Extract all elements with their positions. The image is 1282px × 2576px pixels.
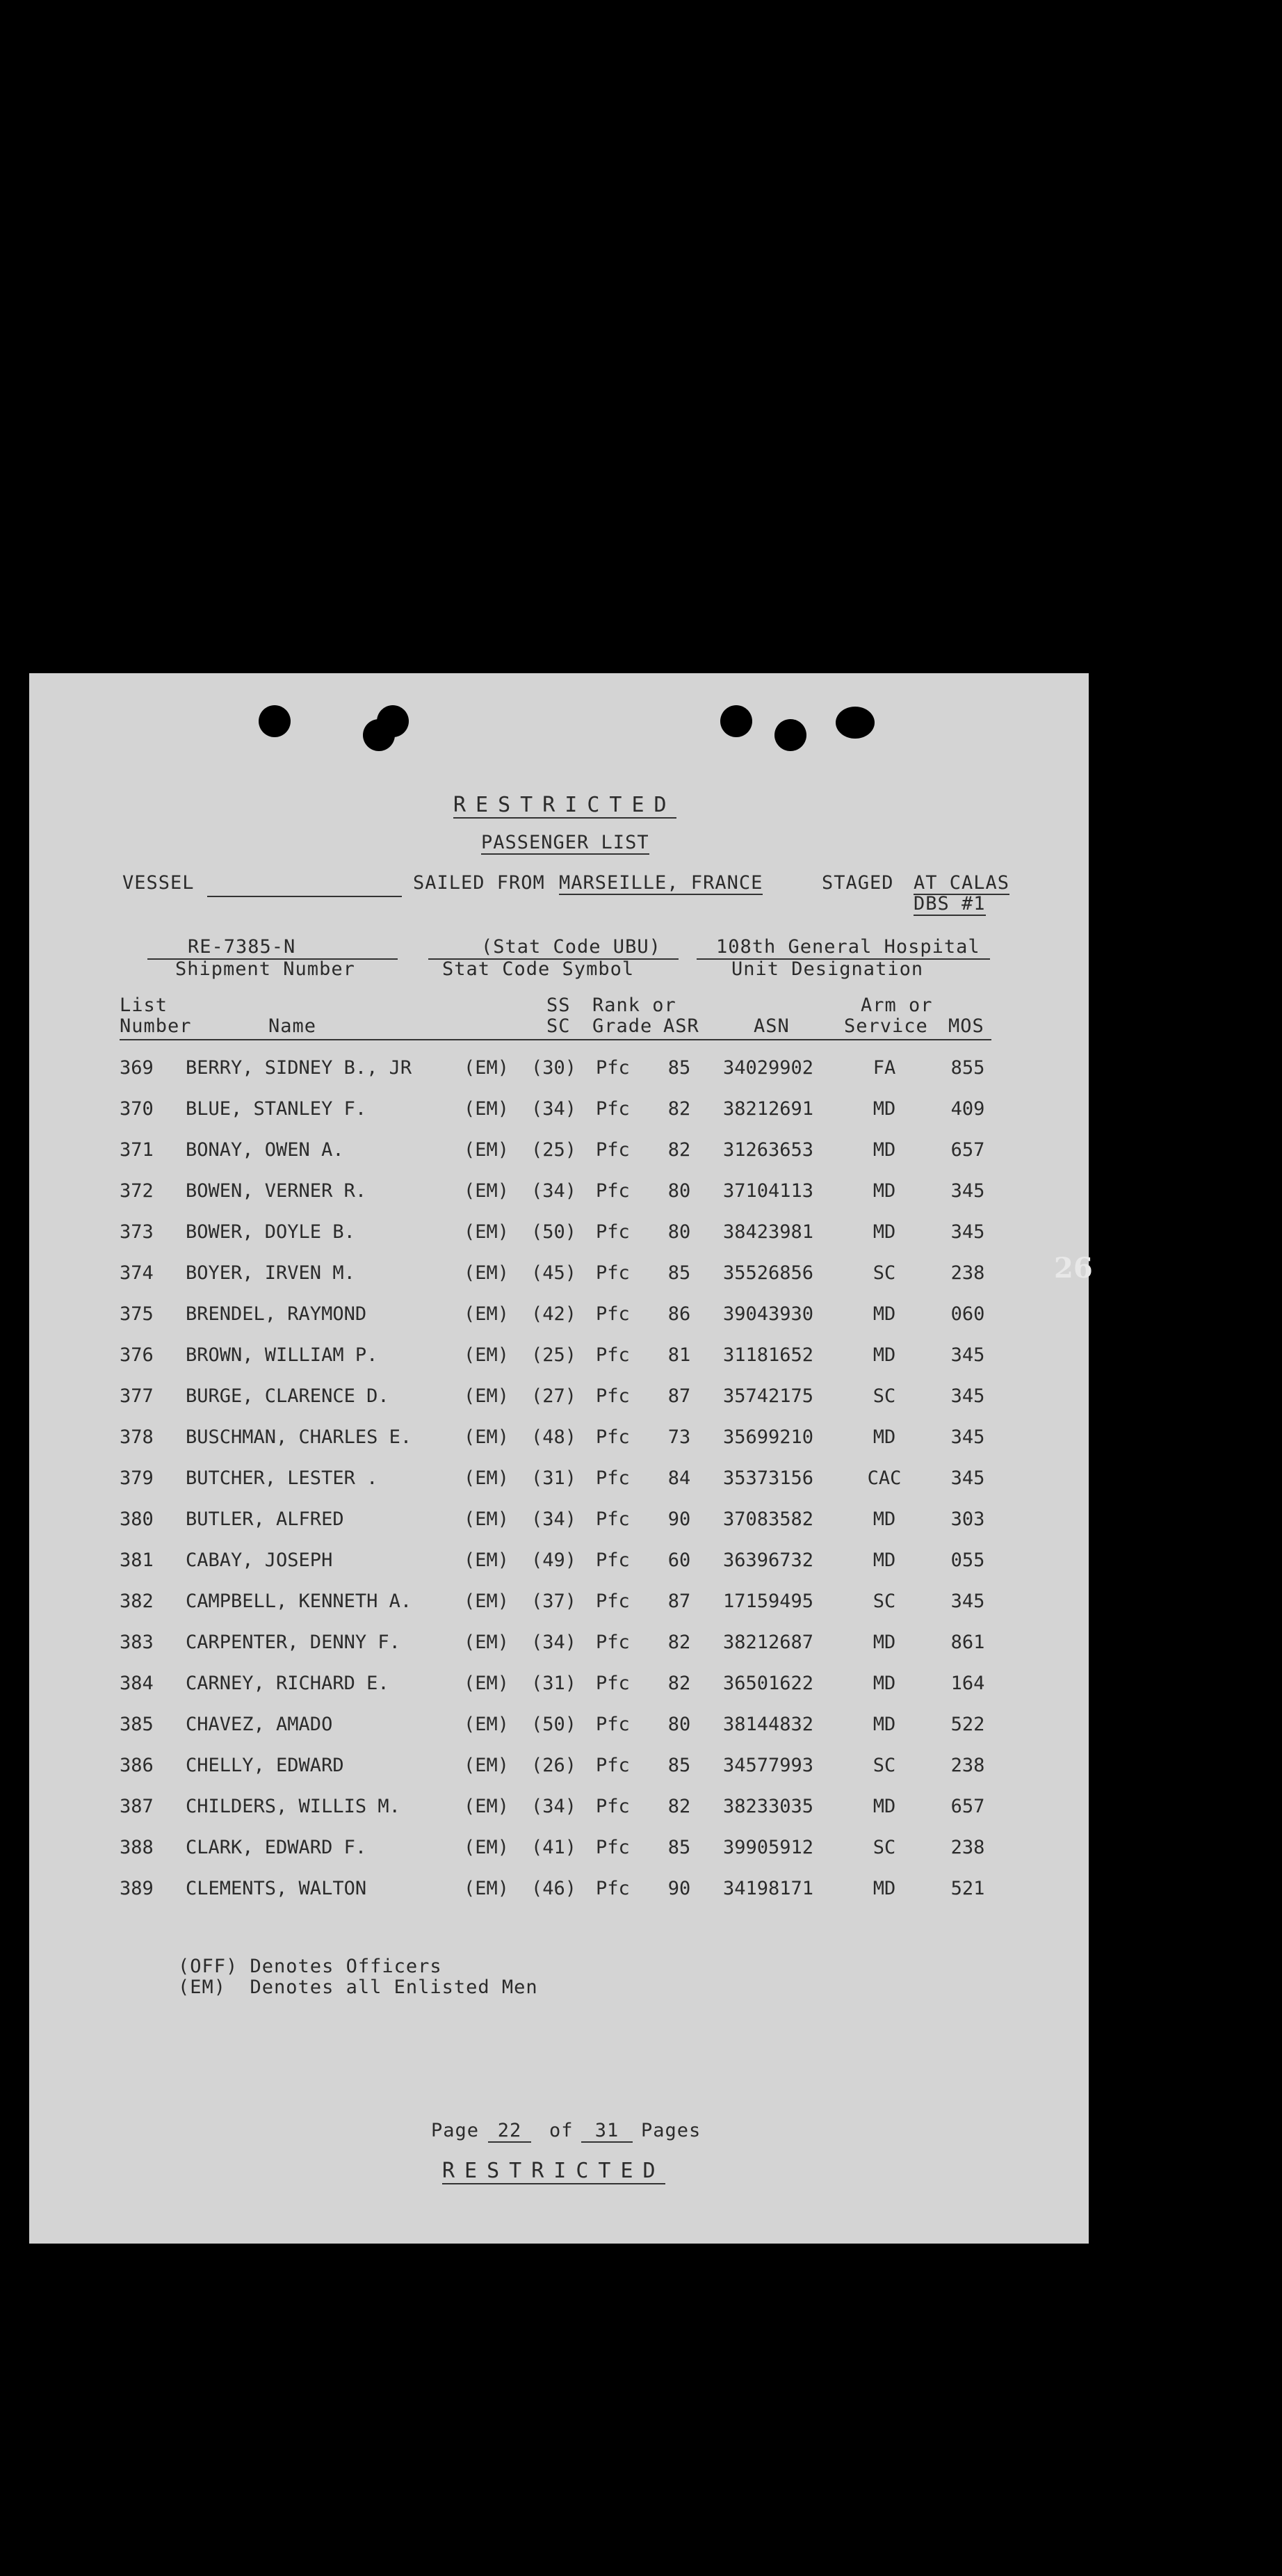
cell-ssc: (31)	[531, 1467, 577, 1489]
cell-num: 380	[120, 1508, 154, 1530]
cell-type: (EM)	[464, 1221, 510, 1243]
cell-ssc: (46)	[531, 1878, 577, 1899]
cell-name: BONAY, OWEN A.	[186, 1139, 344, 1161]
cell-rank: Pfc	[596, 1385, 630, 1407]
sailed-value: MARSEILLE, FRANCE	[559, 872, 763, 894]
staged-value: AT CALAS	[914, 872, 1010, 894]
cell-asr: 82	[667, 1796, 691, 1817]
cell-asn: 36396732	[723, 1549, 814, 1571]
cell-num: 389	[120, 1878, 154, 1899]
cell-asr: 90	[667, 1508, 691, 1530]
cell-num: 385	[120, 1714, 154, 1735]
of-label: of	[549, 2120, 574, 2141]
col-header-service: Service	[844, 1015, 928, 1037]
cell-mos: 861	[950, 1632, 985, 1653]
cell-asr: 85	[667, 1755, 691, 1776]
cell-name: CAMPBELL, KENNETH A.	[186, 1591, 412, 1612]
cell-arm: SC	[873, 1385, 896, 1407]
table-row	[29, 1467, 1089, 1495]
shipment-label: Shipment Number	[175, 958, 355, 980]
cell-type: (EM)	[464, 1508, 510, 1530]
table-row	[29, 1139, 1089, 1167]
cell-rank: Pfc	[596, 1591, 630, 1612]
cell-type: (EM)	[464, 1549, 510, 1571]
cell-num: 387	[120, 1796, 154, 1817]
cell-rank: Pfc	[596, 1549, 630, 1571]
table-row	[29, 1385, 1089, 1413]
cell-type: (EM)	[464, 1714, 510, 1735]
cell-mos: 238	[950, 1837, 985, 1858]
col-header-asn: ASN	[754, 1015, 790, 1037]
cell-mos: 345	[950, 1344, 985, 1366]
cell-type: (EM)	[464, 1796, 510, 1817]
cell-asr: 82	[667, 1632, 691, 1653]
cell-mos: 345	[950, 1180, 985, 1202]
side-page-mark: 26	[1054, 1252, 1093, 1285]
cell-rank: Pfc	[596, 1673, 630, 1694]
cell-name: BOWEN, VERNER R.	[186, 1180, 367, 1202]
sailed-label: SAILED FROM	[413, 872, 545, 894]
cell-asn: 34029902	[723, 1057, 814, 1079]
legend-enlisted: (EM) Denotes all Enlisted Men	[178, 1977, 538, 1998]
cell-num: 384	[120, 1673, 154, 1694]
cell-type: (EM)	[464, 1303, 510, 1325]
cell-arm: MD	[873, 1139, 896, 1161]
cell-asn: 35742175	[723, 1385, 814, 1407]
cell-ssc: (50)	[531, 1221, 577, 1243]
cell-arm: MD	[873, 1549, 896, 1571]
cell-type: (EM)	[464, 1139, 510, 1161]
cell-type: (EM)	[464, 1632, 510, 1653]
cell-asr: 82	[667, 1673, 691, 1694]
cell-asr: 81	[667, 1344, 691, 1366]
unit-designation: 108th General Hospital	[716, 936, 980, 958]
cell-arm: MD	[873, 1632, 896, 1653]
cell-mos: 657	[950, 1139, 985, 1161]
table-row	[29, 1303, 1089, 1331]
table-row	[29, 1673, 1089, 1700]
cell-mos: 345	[950, 1426, 985, 1448]
cell-name: CLARK, EDWARD F.	[186, 1837, 367, 1858]
col-header-arm: Arm or	[861, 995, 933, 1016]
cell-rank: Pfc	[596, 1262, 630, 1284]
cell-asn: 38233035	[723, 1796, 814, 1817]
cell-num: 388	[120, 1837, 154, 1858]
cell-asn: 39905912	[723, 1837, 814, 1858]
cell-ssc: (50)	[531, 1714, 577, 1735]
cell-rank: Pfc	[596, 1221, 630, 1243]
cell-name: BOYER, IRVEN M.	[186, 1262, 355, 1284]
footer-title: RESTRICTED	[442, 2159, 665, 2183]
page-label: Page	[431, 2120, 480, 2141]
cell-mos: 657	[950, 1796, 985, 1817]
cell-mos: 055	[950, 1549, 985, 1571]
cell-asn: 38212687	[723, 1632, 814, 1653]
cell-arm: FA	[873, 1057, 896, 1079]
cell-rank: Pfc	[596, 1057, 630, 1079]
cell-arm: MD	[873, 1796, 896, 1817]
table-row	[29, 1714, 1089, 1741]
cell-asr: 85	[667, 1057, 691, 1079]
cell-name: BRENDEL, RAYMOND	[186, 1303, 367, 1325]
document-page	[29, 673, 1089, 2244]
cell-arm: MD	[873, 1344, 896, 1366]
table-row	[29, 1426, 1089, 1454]
vessel-label: VESSEL	[122, 872, 195, 894]
cell-rank: Pfc	[596, 1878, 630, 1899]
cell-mos: 345	[950, 1221, 985, 1243]
punch-hole-6	[836, 707, 875, 739]
cell-type: (EM)	[464, 1837, 510, 1858]
cell-mos: 855	[950, 1057, 985, 1079]
punch-hole-3	[377, 705, 409, 737]
cell-name: CARPENTER, DENNY F.	[186, 1632, 400, 1653]
cell-asn: 35526856	[723, 1262, 814, 1284]
cell-arm: MD	[873, 1221, 896, 1243]
cell-name: BUTCHER, LESTER .	[186, 1467, 378, 1489]
cell-name: CHELLY, EDWARD	[186, 1755, 344, 1776]
cell-num: 373	[120, 1221, 154, 1243]
staged-value-line2: DBS #1	[914, 893, 986, 915]
cell-arm: MD	[873, 1714, 896, 1735]
cell-rank: Pfc	[596, 1632, 630, 1653]
col-header-grade: Grade	[592, 1015, 653, 1037]
cell-asn: 36501622	[723, 1673, 814, 1694]
cell-name: CHAVEZ, AMADO	[186, 1714, 333, 1735]
col-header-sc: SC	[546, 1015, 571, 1037]
cell-type: (EM)	[464, 1262, 510, 1284]
cell-arm: MD	[873, 1878, 896, 1899]
cell-asn: 35373156	[723, 1467, 814, 1489]
cell-mos: 409	[950, 1098, 985, 1120]
cell-type: (EM)	[464, 1426, 510, 1448]
cell-ssc: (30)	[531, 1057, 577, 1079]
table-row	[29, 1878, 1089, 1906]
cell-num: 375	[120, 1303, 154, 1325]
col-header-list: List	[120, 995, 168, 1016]
legend-officers: (OFF) Denotes Officers	[178, 1956, 442, 1977]
cell-num: 370	[120, 1098, 154, 1120]
cell-asr: 85	[667, 1837, 691, 1858]
cell-name: CABAY, JOSEPH	[186, 1549, 333, 1571]
cell-rank: Pfc	[596, 1344, 630, 1366]
unit-label: Unit Designation	[731, 958, 924, 980]
cell-type: (EM)	[464, 1591, 510, 1612]
cell-rank: Pfc	[596, 1837, 630, 1858]
cell-rank: Pfc	[596, 1139, 630, 1161]
cell-asr: 80	[667, 1221, 691, 1243]
stat-code: (Stat Code UBU)	[481, 936, 661, 958]
cell-name: BURGE, CLARENCE D.	[186, 1385, 389, 1407]
col-header-ss: SS	[546, 995, 571, 1016]
cell-ssc: (26)	[531, 1755, 577, 1776]
cell-num: 386	[120, 1755, 154, 1776]
cell-asr: 82	[667, 1139, 691, 1161]
cell-num: 376	[120, 1344, 154, 1366]
cell-name: CLEMENTS, WALTON	[186, 1878, 367, 1899]
total-pages: 31	[581, 2120, 633, 2143]
col-header-asr: ASR	[663, 1015, 699, 1037]
cell-ssc: (27)	[531, 1385, 577, 1407]
cell-name: CHILDERS, WILLIS M.	[186, 1796, 400, 1817]
cell-num: 379	[120, 1467, 154, 1489]
cell-ssc: (31)	[531, 1673, 577, 1694]
cell-type: (EM)	[464, 1673, 510, 1694]
cell-asn: 34577993	[723, 1755, 814, 1776]
table-row	[29, 1098, 1089, 1126]
cell-asn: 37104113	[723, 1180, 814, 1202]
shipment-number: RE-7385-N	[188, 936, 296, 958]
cell-name: BOWER, DOYLE B.	[186, 1221, 355, 1243]
table-row	[29, 1057, 1089, 1085]
cell-ssc: (34)	[531, 1632, 577, 1653]
cell-rank: Pfc	[596, 1714, 630, 1735]
cell-asn: 34198171	[723, 1878, 814, 1899]
table-row	[29, 1344, 1089, 1372]
cell-num: 371	[120, 1139, 154, 1161]
cell-asr: 84	[667, 1467, 691, 1489]
cell-ssc: (45)	[531, 1262, 577, 1284]
cell-mos: 345	[950, 1467, 985, 1489]
cell-name: BUTLER, ALFRED	[186, 1508, 344, 1530]
cell-asn: 39043930	[723, 1303, 814, 1325]
col-header-rank: Rank or	[592, 995, 676, 1016]
cell-rank: Pfc	[596, 1303, 630, 1325]
cell-arm: MD	[873, 1303, 896, 1325]
cell-arm: MD	[873, 1508, 896, 1530]
cell-arm: CAC	[867, 1467, 902, 1489]
cell-rank: Pfc	[596, 1426, 630, 1448]
cell-ssc: (25)	[531, 1344, 577, 1366]
cell-asn: 35699210	[723, 1426, 814, 1448]
document-subtitle: PASSENGER LIST	[481, 832, 649, 853]
cell-asn: 38144832	[723, 1714, 814, 1735]
cell-type: (EM)	[464, 1467, 510, 1489]
cell-asr: 73	[667, 1426, 691, 1448]
cell-ssc: (25)	[531, 1139, 577, 1161]
cell-asr: 82	[667, 1098, 691, 1120]
cell-rank: Pfc	[596, 1098, 630, 1120]
table-row	[29, 1632, 1089, 1659]
cell-rank: Pfc	[596, 1467, 630, 1489]
cell-asn: 38423981	[723, 1221, 814, 1243]
stat-code-label: Stat Code Symbol	[442, 958, 635, 980]
cell-asr: 60	[667, 1549, 691, 1571]
cell-ssc: (37)	[531, 1591, 577, 1612]
col-header-mos: MOS	[948, 1015, 984, 1037]
cell-ssc: (34)	[531, 1508, 577, 1530]
cell-asr: 86	[667, 1303, 691, 1325]
table-row	[29, 1262, 1089, 1290]
cell-ssc: (34)	[531, 1796, 577, 1817]
punch-hole-4	[720, 705, 752, 737]
cell-num: 369	[120, 1057, 154, 1079]
cell-arm: MD	[873, 1426, 896, 1448]
table-row	[29, 1755, 1089, 1782]
cell-ssc: (34)	[531, 1180, 577, 1202]
page-number: 22	[488, 2120, 531, 2143]
cell-name: BUSCHMAN, CHARLES E.	[186, 1426, 412, 1448]
cell-num: 381	[120, 1549, 154, 1571]
table-row	[29, 1221, 1089, 1249]
cell-name: BERRY, SIDNEY B., JR	[186, 1057, 412, 1079]
cell-arm: SC	[873, 1262, 896, 1284]
col-header-number: Number	[120, 1015, 192, 1037]
table-row	[29, 1591, 1089, 1618]
punch-hole-1	[259, 705, 291, 737]
cell-mos: 238	[950, 1262, 985, 1284]
cell-type: (EM)	[464, 1057, 510, 1079]
cell-asr: 90	[667, 1878, 691, 1899]
cell-mos: 522	[950, 1714, 985, 1735]
cell-num: 374	[120, 1262, 154, 1284]
cell-arm: SC	[873, 1755, 896, 1776]
cell-arm: SC	[873, 1837, 896, 1858]
cell-mos: 345	[950, 1385, 985, 1407]
cell-rank: Pfc	[596, 1796, 630, 1817]
cell-rank: Pfc	[596, 1755, 630, 1776]
cell-asn: 17159495	[723, 1591, 814, 1612]
cell-asn: 31181652	[723, 1344, 814, 1366]
cell-asr: 87	[667, 1385, 691, 1407]
cell-name: BROWN, WILLIAM P.	[186, 1344, 378, 1366]
cell-rank: Pfc	[596, 1508, 630, 1530]
cell-rank: Pfc	[596, 1180, 630, 1202]
punch-hole-5	[774, 719, 806, 751]
cell-num: 372	[120, 1180, 154, 1202]
cell-asn: 38212691	[723, 1098, 814, 1120]
cell-type: (EM)	[464, 1755, 510, 1776]
cell-arm: MD	[873, 1098, 896, 1120]
cell-mos: 238	[950, 1755, 985, 1776]
cell-arm: MD	[873, 1180, 896, 1202]
cell-asn: 31263653	[723, 1139, 814, 1161]
cell-type: (EM)	[464, 1344, 510, 1366]
cell-asr: 87	[667, 1591, 691, 1612]
cell-num: 378	[120, 1426, 154, 1448]
cell-num: 377	[120, 1385, 154, 1407]
vessel-blank-line	[207, 896, 402, 897]
table-row	[29, 1508, 1089, 1536]
cell-mos: 345	[950, 1591, 985, 1612]
table-row	[29, 1837, 1089, 1865]
cell-type: (EM)	[464, 1385, 510, 1407]
pages-label: Pages	[641, 2120, 701, 2141]
cell-type: (EM)	[464, 1180, 510, 1202]
cell-ssc: (41)	[531, 1837, 577, 1858]
cell-ssc: (48)	[531, 1426, 577, 1448]
cell-type: (EM)	[464, 1878, 510, 1899]
cell-num: 382	[120, 1591, 154, 1612]
table-row	[29, 1180, 1089, 1208]
cell-asr: 80	[667, 1180, 691, 1202]
cell-arm: MD	[873, 1673, 896, 1694]
cell-asr: 80	[667, 1714, 691, 1735]
cell-ssc: (42)	[531, 1303, 577, 1325]
cell-type: (EM)	[464, 1098, 510, 1120]
cell-mos: 060	[950, 1303, 985, 1325]
cell-asn: 37083582	[723, 1508, 814, 1530]
cell-mos: 164	[950, 1673, 985, 1694]
staged-label: STAGED	[822, 872, 894, 894]
cell-num: 383	[120, 1632, 154, 1653]
col-header-name: Name	[268, 1015, 317, 1037]
cell-arm: SC	[873, 1591, 896, 1612]
table-row	[29, 1549, 1089, 1577]
cell-name: BLUE, STANLEY F.	[186, 1098, 367, 1120]
cell-mos: 303	[950, 1508, 985, 1530]
cell-mos: 521	[950, 1878, 985, 1899]
header-rule	[120, 1039, 991, 1040]
cell-ssc: (34)	[531, 1098, 577, 1120]
cell-ssc: (49)	[531, 1549, 577, 1571]
cell-name: CARNEY, RICHARD E.	[186, 1673, 389, 1694]
document-title: RESTRICTED	[453, 793, 676, 817]
cell-asr: 85	[667, 1262, 691, 1284]
table-row	[29, 1796, 1089, 1824]
